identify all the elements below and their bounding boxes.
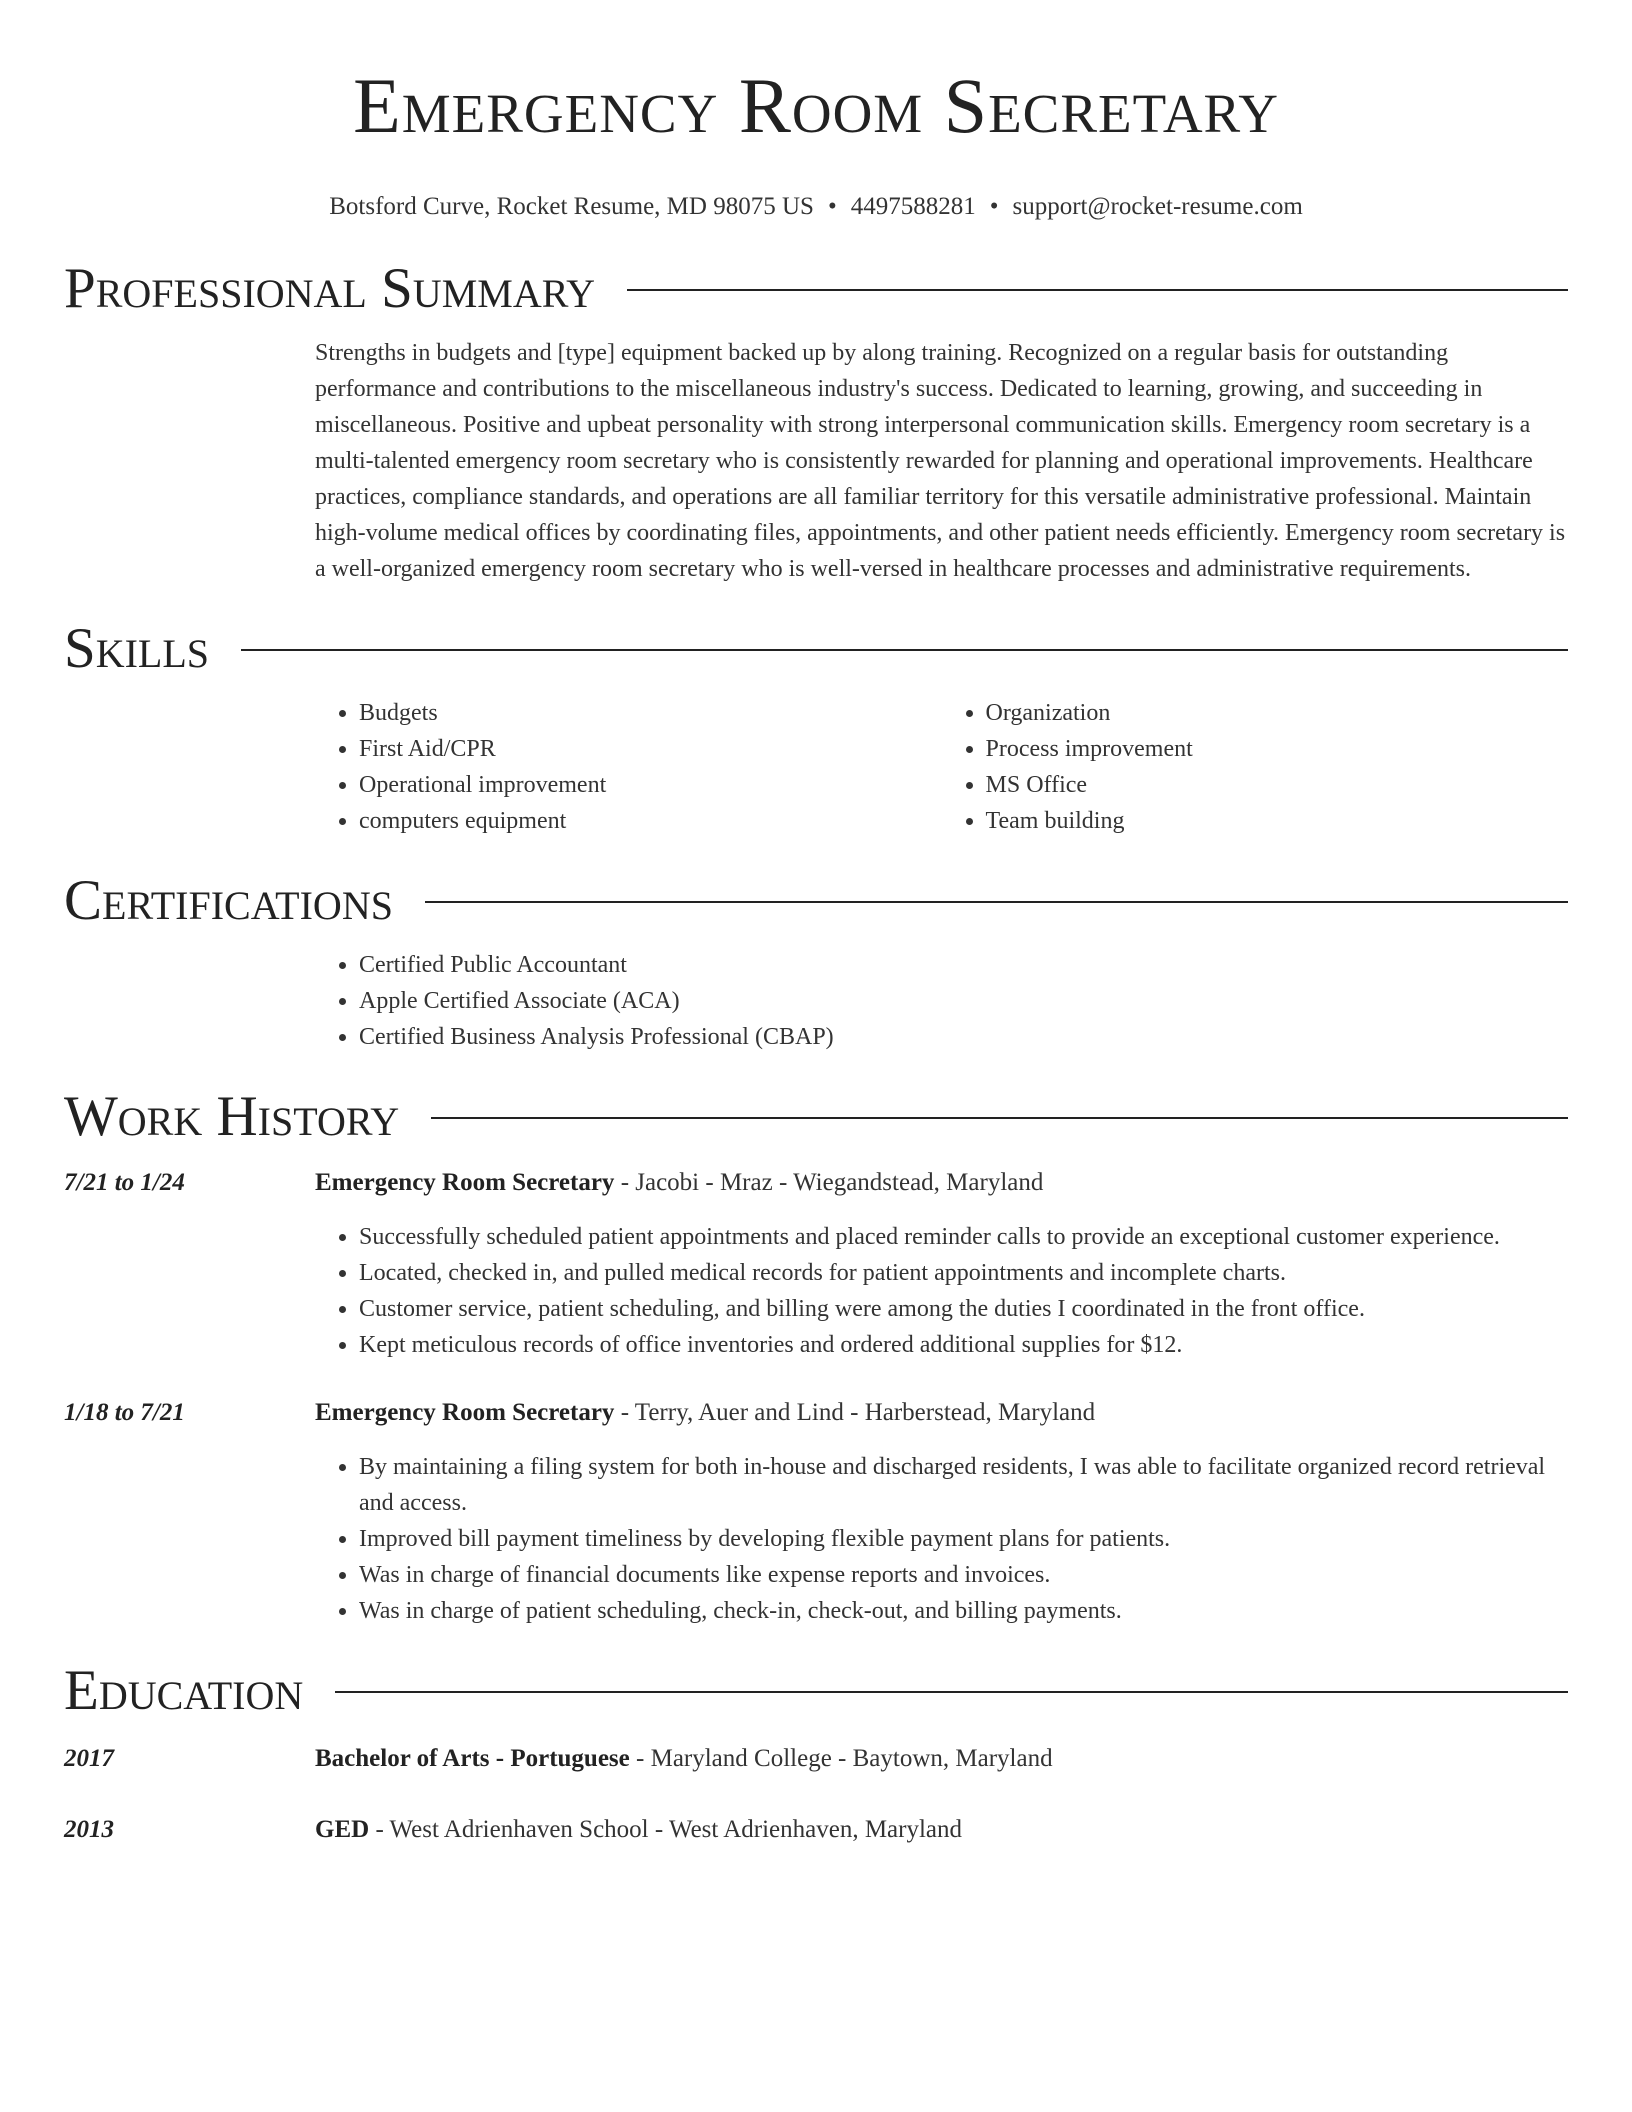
skill-item: • Organization [986,695,1569,731]
skills-heading: Skills [64,617,210,680]
skills-list-left [315,695,942,839]
certifications-list [315,947,1568,1055]
skills-list-right [942,695,1569,839]
summary-section-header [64,257,1568,321]
skill-item: • First Aid/CPR [359,731,942,767]
job-bullet-list [315,1219,1568,1363]
job-bullets [315,1219,1568,1363]
skills-grid [315,695,1568,839]
summary-heading: Professional Summary [64,257,596,320]
section-divider [425,901,1568,903]
section-divider [335,1691,1568,1693]
job-bullet: • Customer service, patient scheduling, and billing were among the duties I coordinated in the front office. [359,1291,1568,1327]
contact-address: Botsford Curve, Rocket Resume, MD 98075 US [329,193,814,220]
job-entry [64,1165,1568,1201]
education-entry [64,1741,1568,1777]
education-year: 2013 [64,1816,114,1843]
job-bullet: • Was in charge of financial documents like expense reports and invoices. [359,1557,1568,1593]
contact-email: support@rocket-resume.com [1012,193,1303,220]
skill-item: • Process improvement [986,731,1569,767]
job-bullet-list [315,1449,1568,1629]
skill-item: • computers equipment [359,803,942,839]
education-heading: Education [64,1659,304,1722]
job-bullet: • Kept meticulous records of office inventories and ordered additional supplies for $12. [359,1327,1568,1363]
job-bullet: • Improved bill payment timeliness by developing flexible payment plans for patients. [359,1521,1568,1557]
education-details: - West Adrienhaven School - West Adrienhaven, Maryland [369,1816,963,1843]
contact-phone: 4497588281 [850,193,976,220]
contact-separator: • [989,193,999,220]
job-title: Emergency Room Secretary [315,1399,615,1426]
skill-item: • MS Office [986,767,1569,803]
resume-name: Emergency Room Secretary [353,62,1279,149]
job-dates: 7/21 to 1/24 [64,1169,185,1196]
job-dates: 1/18 to 7/21 [64,1399,185,1426]
job-bullet: • Successfully scheduled patient appointments and placed reminder calls to provide an exceptional customer experience. [359,1219,1568,1255]
section-divider [627,289,1568,291]
job-bullet: • Located, checked in, and pulled medical records for patient appointments and incomplete charts. [359,1255,1568,1291]
job-details: - Jacobi - Mraz - Wiegandstead, Maryland [614,1169,1044,1196]
work-heading: Work History [64,1085,400,1148]
education-section-header [64,1659,1568,1723]
certification-item: • Certified Business Analysis Professional (CBAP) [359,1019,1568,1055]
job-title-line [315,1165,1043,1201]
education-title-line [315,1741,1053,1777]
certifications-section-header [64,869,1568,933]
education-degree: Bachelor of Arts - Portuguese [315,1745,630,1772]
skill-item: • Operational improvement [359,767,942,803]
certification-item: • Apple Certified Associate (ACA) [359,983,1568,1019]
section-divider [241,649,1568,651]
education-entry [64,1812,1568,1848]
skill-item: • Budgets [359,695,942,731]
job-bullet: • By maintaining a filing system for both in-house and discharged residents, I was able to facilitate organized record retrieval and access. [359,1449,1568,1521]
education-year: 2017 [64,1745,114,1772]
certifications-content [315,947,1568,1055]
certification-item: • Certified Public Accountant [359,947,1568,983]
job-details: - Terry, Auer and Lind - Harberstead, Maryland [614,1399,1096,1426]
education-degree: GED [315,1816,370,1843]
job-entry [64,1395,1568,1431]
section-divider [431,1117,1568,1119]
job-bullets [315,1449,1568,1629]
summary-text: Strengths in budgets and [type] equipment backed up by along training. Recognized on a regular basis for outstanding performance and contributions to the miscellaneous industry's success. Dedicated to learning, growing, and succeeding in miscellaneous. Positive and upbeat personality with strong interpersonal communication skills. Emergency room secretary is a multi-talented emergency room secretary who is consistently rewarded for planning and operational improvements. Healthcare practices, compliance standards, and operations are all familiar territory for this versatile administrative professional. Maintain high-volume medical offices by coordinating files, appointments, and other patient needs efficiently. Emergency room secretary is a well-organized emergency room secretary who is well-versed in healthcare processes and administrative requirements. [315,340,1566,582]
education-title-line [315,1812,962,1848]
skills-section-header [64,617,1568,681]
education-details: - Maryland College - Baytown, Maryland [629,1745,1053,1772]
work-section-header [64,1085,1568,1149]
job-title-line [315,1395,1095,1431]
skill-item: • Team building [986,803,1569,839]
contact-separator: • [827,193,837,220]
certifications-heading: Certifications [64,869,393,932]
contact-line [64,192,1568,222]
summary-content [315,335,1568,587]
job-bullet: • Was in charge of patient scheduling, check-in, check-out, and billing payments. [359,1593,1568,1629]
job-title: Emergency Room Secretary [315,1169,615,1196]
